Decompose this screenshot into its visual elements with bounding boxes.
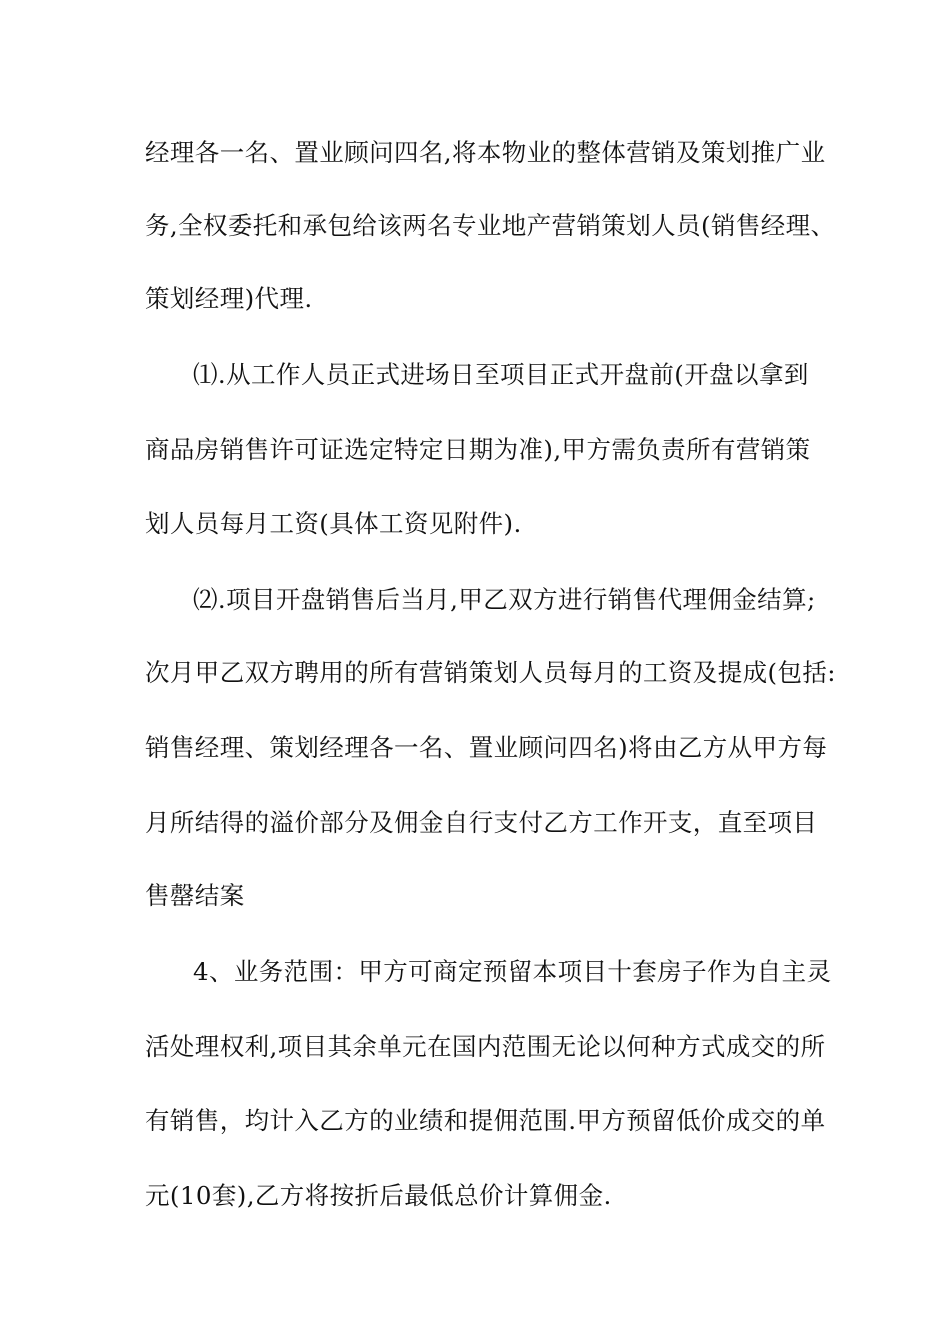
paragraph-line: 有销售，均计入乙方的业绩和提佣范围.甲方预留低价成交的单 xyxy=(145,1106,826,1135)
paragraph-line: 4、业务范围：甲方可商定预留本项目十套房子作为自主灵 xyxy=(193,957,832,986)
paragraph-line: 次月甲乙双方聘用的所有营销策划人员每月的工资及提成(包括: xyxy=(145,658,836,687)
paragraph-line: 经理各一名、置业顾问四名,将本物业的整体营销及策划推广业 xyxy=(145,138,826,167)
paragraph-line: 销售经理、策划经理各一名、置业顾问四名)将由乙方从甲方每 xyxy=(145,733,828,762)
paragraph-line: ⑵.项目开盘销售后当月,甲乙双方进行销售代理佣金结算; xyxy=(193,585,816,614)
paragraph-line: 元(10套),乙方将按折后最低总价计算佣金. xyxy=(145,1181,612,1210)
paragraph-line: 策划经理)代理. xyxy=(145,284,313,313)
paragraph-line: 活处理权利,项目其余单元在国内范围无论以何种方式成交的所 xyxy=(145,1032,826,1061)
paragraph-line: 售罄结案 xyxy=(145,881,245,910)
paragraph-line: 商品房销售许可证选定特定日期为准),甲方需负责所有营销策 xyxy=(145,435,811,464)
paragraph-line: 务,全权委托和承包给该两名专业地产营销策划人员(销售经理、 xyxy=(145,211,836,240)
paragraph-line: 月所结得的溢价部分及佣金自行支付乙方工作开支，直至项目 xyxy=(145,808,818,837)
paragraph-line: 划人员每月工资(具体工资见附件). xyxy=(145,509,522,538)
paragraph-line: ⑴.从工作人员正式进场日至项目正式开盘前(开盘以拿到 xyxy=(193,360,809,389)
